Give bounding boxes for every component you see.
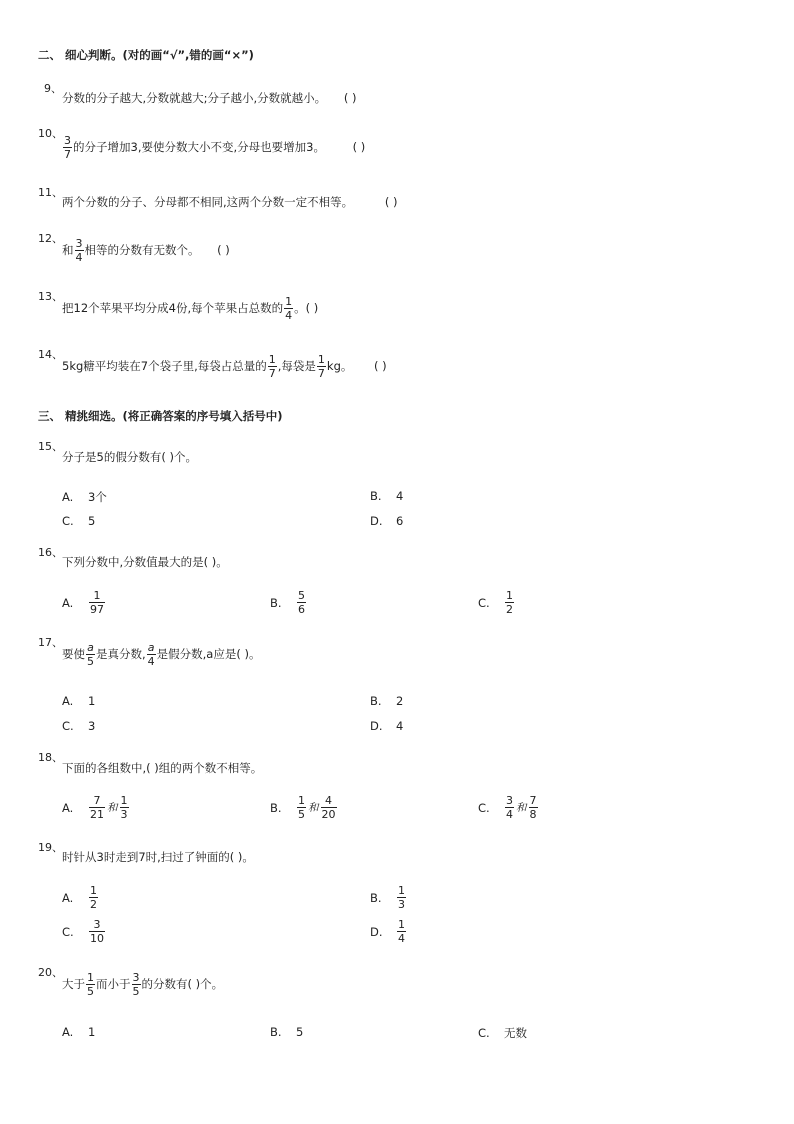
fraction: $\frac{1}{3}$ (120, 794, 128, 821)
question-10 (62, 135, 365, 160)
question-text-mid: 而小于 (96, 977, 131, 991)
question-11 (62, 197, 397, 209)
question-text: 相等的分数有无数个。 (84, 243, 200, 257)
option-c[interactable]: C. 3 (62, 719, 96, 733)
fraction: $\frac{3}{4}$ (75, 237, 83, 264)
fraction: $\frac{a}{4}$ (147, 641, 155, 668)
question-number: 12、 (38, 232, 63, 245)
fraction: $\frac{7}{8}$ (529, 794, 537, 821)
question-number: 19、 (38, 841, 63, 854)
question-9 (62, 93, 356, 105)
option-a[interactable]: A. 1 (62, 1025, 96, 1039)
fraction: $\frac{3}{10}$ (90, 918, 104, 945)
answer-paren[interactable]: ( ) (374, 359, 387, 373)
question-number: 9、 (44, 82, 62, 95)
question-number: 10、 (38, 127, 63, 140)
question-number: 11、 (38, 186, 63, 199)
question-17 (62, 642, 261, 667)
fraction: $\frac{3}{7}$ (64, 134, 71, 161)
option-a[interactable]: A. 3个 (62, 490, 107, 504)
fraction: $\frac{5}{6}$ (298, 589, 305, 616)
section-title-choice: 三、 精挑细选。(将正确答案的序号填入括号中) (38, 409, 283, 423)
fraction: $\frac{1}{7}$ (317, 353, 325, 380)
question-text-post: kg。 (326, 359, 353, 373)
answer-paren[interactable]: ( ) (217, 243, 230, 257)
question-text: 下面的各组数中,( )组的两个数不相等。 (62, 761, 263, 775)
he-label: 和 (308, 802, 319, 814)
question-number: 20、 (38, 966, 63, 979)
fraction: $\frac{1}{3}$ (398, 884, 405, 911)
question-text-mid: ,每袋是 (277, 359, 316, 373)
option-b[interactable]: B. 2 (370, 694, 404, 708)
question-number: 17、 (38, 636, 63, 649)
question-number: 13、 (38, 290, 63, 303)
fraction: $\frac{1}{2}$ (90, 884, 97, 911)
answer-paren[interactable]: ( ) (384, 195, 398, 209)
question-number: 15、 (38, 440, 63, 453)
question-text: 5kg糖平均装在7个袋子里,每袋占总量的 (62, 359, 267, 373)
question-text: 两个分数的分子、分母都不相同,这两个分数一定不相等。 (62, 195, 354, 209)
option-b[interactable]: B. 5 (270, 1025, 304, 1039)
fraction: $\frac{1}{5}$ (87, 971, 94, 998)
option-c[interactable]: C. 无数 (478, 1026, 527, 1040)
question-number: 14、 (38, 348, 63, 361)
option-d[interactable]: D. $\frac{1}{4}$ (370, 918, 405, 945)
section-title-judge: 二、 细心判断。(对的画“√”,错的画“×”) (38, 48, 254, 62)
option-d[interactable]: D. 4 (370, 719, 404, 733)
question-text: 分子是5的假分数有( )个。 (62, 450, 197, 464)
option-b[interactable]: B. 4 (370, 489, 404, 503)
option-d[interactable]: D. 6 (370, 514, 404, 528)
option-a[interactable]: A. $\frac{7}{21}$ 和 $\frac{1}{3}$ (62, 794, 128, 821)
fraction: $\frac{1}{4}$ (398, 918, 405, 945)
option-a[interactable]: A. $\frac{1}{97}$ (62, 589, 104, 616)
option-b[interactable]: B. $\frac{1}{5}$ 和 $\frac{4}{20}$ (270, 794, 336, 821)
fraction: $\frac{1}{2}$ (506, 589, 513, 616)
option-a[interactable]: A. 1 (62, 694, 96, 708)
question-text-mid: 是真分数, (96, 647, 146, 661)
he-label: 和 (516, 802, 527, 814)
question-number: 16、 (38, 546, 63, 559)
question-text-pre: 要使 (62, 647, 85, 661)
question-text: 下列分数中,分数值最大的是( )。 (62, 555, 228, 569)
he-label: 和 (107, 802, 118, 814)
fraction: $\frac{1}{4}$ (285, 295, 293, 322)
question-text: 的分子增加3,要使分数大小不变,分母也要增加3。 (73, 140, 325, 154)
option-c[interactable]: C. $\frac{3}{4}$ 和 $\frac{7}{8}$ (478, 794, 537, 821)
fraction: $\frac{4}{20}$ (321, 794, 336, 821)
question-13 (62, 296, 318, 321)
option-c[interactable]: C. $\frac{3}{10}$ (62, 918, 104, 945)
question-text-post: 是假分数,a应是( )。 (156, 647, 261, 661)
option-c[interactable]: C. 5 (62, 514, 96, 528)
fraction: $\frac{1}{5}$ (298, 794, 305, 821)
fraction: $\frac{7}{21}$ (90, 794, 104, 821)
question-text: 时针从3时走到7时,扫过了钟面的( )。 (62, 850, 254, 864)
answer-paren[interactable]: ( ) (352, 140, 366, 154)
question-14 (62, 354, 387, 379)
question-text-pre: 和 (62, 243, 74, 257)
fraction: $\frac{a}{5}$ (87, 641, 94, 668)
option-c[interactable]: C. $\frac{1}{2}$ (478, 589, 513, 616)
answer-paren[interactable]: 。( ) (294, 301, 319, 315)
question-text: 分数的分子越大,分数就越大;分子越小,分数就越小。 (62, 91, 327, 105)
option-b[interactable]: B. $\frac{1}{3}$ (370, 884, 405, 911)
question-text: 把12个苹果平均分成4份,每个苹果占总数的 (62, 301, 284, 315)
question-text-pre: 大于 (62, 977, 85, 991)
question-number: 18、 (38, 751, 63, 764)
question-20 (62, 972, 223, 997)
fraction: $\frac{1}{97}$ (90, 589, 104, 616)
fraction: $\frac{3}{4}$ (506, 794, 513, 821)
question-12 (62, 238, 230, 263)
option-b[interactable]: B. $\frac{5}{6}$ (270, 589, 305, 616)
option-a[interactable]: A. $\frac{1}{2}$ (62, 884, 97, 911)
question-text-post: 的分数有( )个。 (141, 977, 224, 991)
fraction: $\frac{3}{5}$ (132, 971, 140, 998)
fraction: $\frac{1}{7}$ (268, 353, 276, 380)
answer-paren[interactable]: ( ) (343, 91, 357, 105)
